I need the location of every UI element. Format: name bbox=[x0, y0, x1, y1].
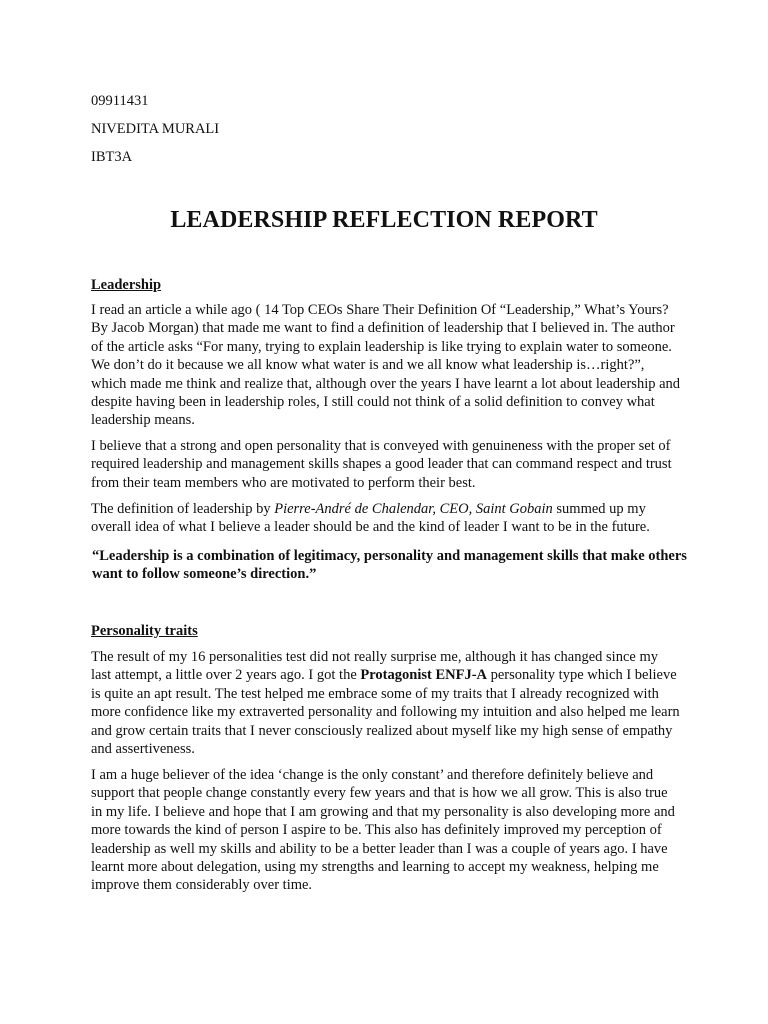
pp1-text-end: personality type which I believe is quite an apt result. The test helped me embrace some of my traits that I already recognized with more confidence like my extraverted personality and following my intuition and also helped me learn and grow certain traits that I never consciously realized about myself like my high sense of empathy and assertiveness. bbox=[91, 667, 680, 758]
leadership-quote: “Leadership is a combination of legitimacy, personality and management skills that make others want to follow someone’s direction.” bbox=[92, 548, 687, 583]
personality-type: Protagonist ENFJ-A bbox=[360, 667, 487, 684]
leadership-paragraph-3 bbox=[91, 500, 681, 537]
section-heading-personality: Personality traits bbox=[91, 623, 198, 639]
class-code: IBT3A bbox=[91, 149, 133, 165]
student-id: 09911431 bbox=[91, 93, 149, 109]
student-name: NIVEDITA MURALI bbox=[91, 121, 220, 137]
p3-text-start: The definition of leadership by bbox=[91, 501, 275, 517]
report-title: LEADERSHIP REFLECTION REPORT bbox=[170, 207, 598, 233]
p3-text-end: summed up my overall idea of what I believe a leader should be and the kind of leader I want to be in the future. bbox=[91, 501, 650, 536]
cited-author: Pierre-André de Chalendar, CEO, Saint Gobain bbox=[274, 501, 553, 517]
pp1-text-start: The result of my 16 personalities test did not really surprise me, although it has changed since my last attempt, a little over 2 years ago. I got the bbox=[91, 649, 658, 684]
personality-paragraph-1 bbox=[91, 648, 681, 758]
personality-paragraph-2: I am a huge believer of the idea ‘change is the only constant’ and therefore definitely believe and support that people change constantly every few years and that is how we all grow. This is also true in my life. I believe and hope that I am growing and that my personality is also developing more and more towards the kind of person I aspire to be. This also has definitely improved my perception of leadership as well my skills and ability to be a better leader than I was a couple of years ago. I have learnt more about delegation, using my strengths and learning to accept my weakness, helping me improve them considerably over time. bbox=[91, 767, 675, 894]
section-heading-leadership: Leadership bbox=[91, 277, 162, 293]
leadership-paragraph-1: I read an article a while ago ( 14 Top CEOs Share Their Definition Of “Leadership,” What’s Yours? By Jacob Morgan) that made me want to find a definition of leadership that I believed in. The author of the article asks “For many, trying to explain leadership is like trying to explain water to someone. We don’t do it because we all know what water is and we all know what leadership is…right?”, which made me think and realize that, although over the years I have learnt a lot about leadership and despite having been in leadership roles, I still could not think of a solid definition to convey what leadership means. bbox=[91, 302, 681, 429]
leadership-paragraph-2: I believe that a strong and open personality that is conveyed with genuineness with the proper set of required leadership and management skills shapes a good leader that can command respect and trust from their team members who are motivated to perform their best. bbox=[91, 438, 672, 491]
